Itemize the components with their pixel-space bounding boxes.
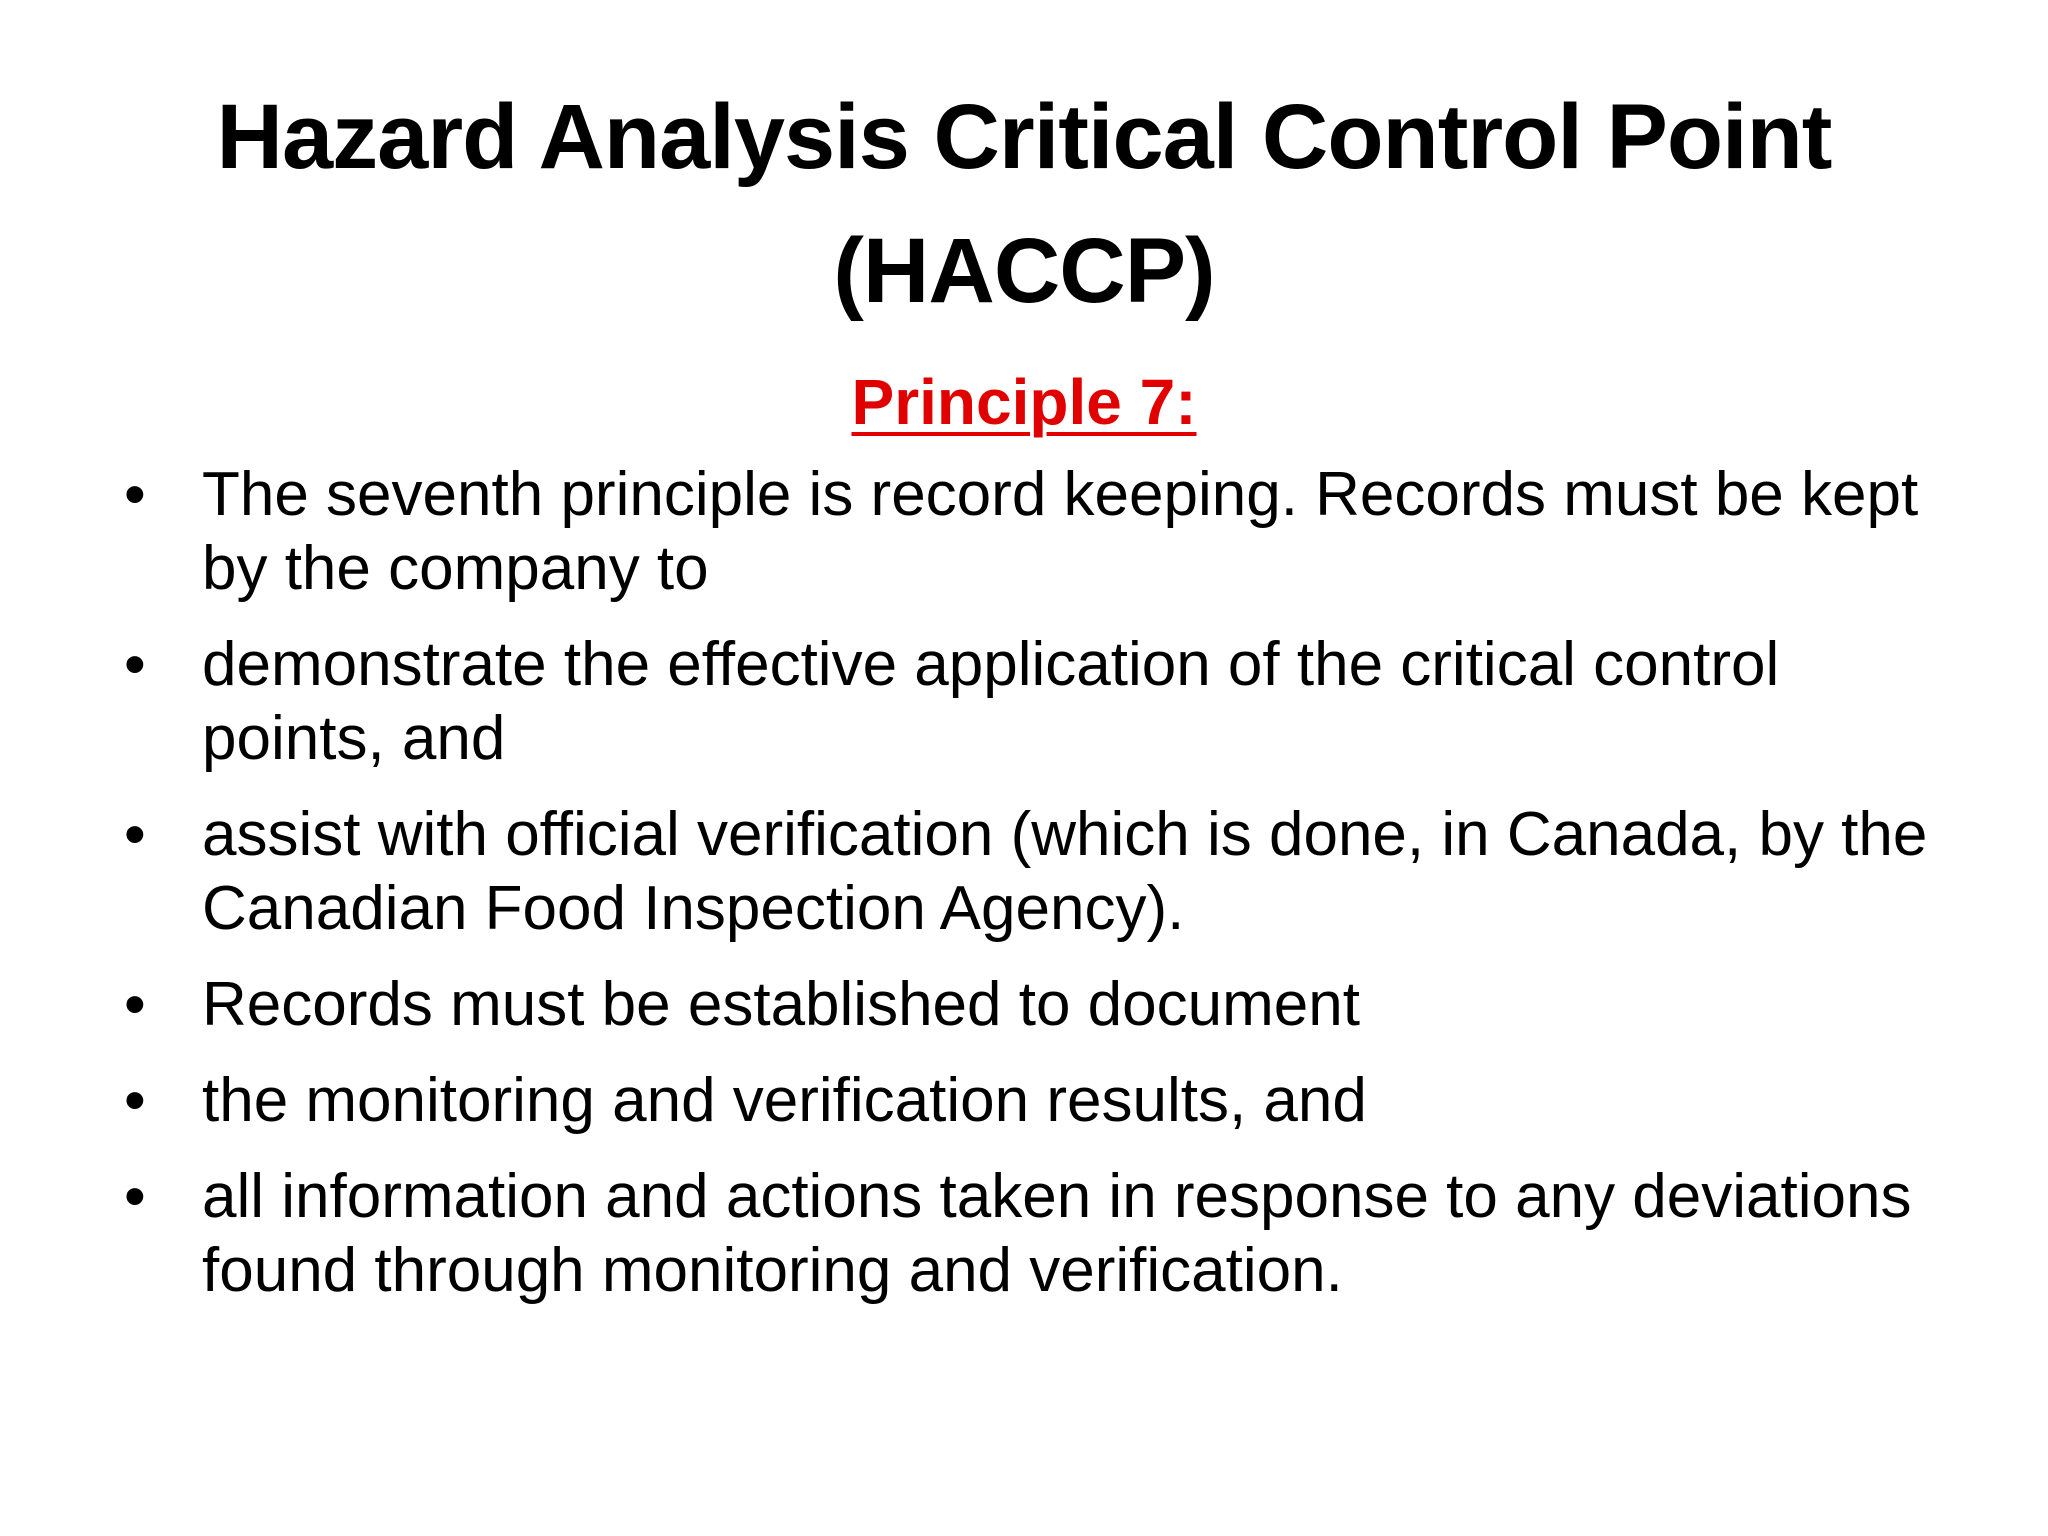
slide-title-line-2: (HACCP)	[833, 220, 1215, 322]
bullet-text: The seventh principle is record keeping. Records must be kept by the company to	[202, 460, 1919, 603]
bullet-list	[120, 458, 1960, 1330]
bullet-text: Records must be established to document	[202, 970, 1360, 1039]
bullet-dot-icon: •	[124, 1162, 146, 1231]
bullet-dot-icon: •	[124, 800, 146, 869]
bullet-item	[120, 968, 1960, 1042]
bullet-item	[120, 1160, 1960, 1308]
bullet-item	[120, 628, 1960, 776]
bullet-dot-icon: •	[124, 460, 146, 529]
bullet-text: the monitoring and verification results, and	[202, 1066, 1367, 1135]
bullet-dot-icon: •	[124, 630, 146, 699]
bullet-item	[120, 1064, 1960, 1138]
principle-heading-text: Principle 7:	[851, 366, 1197, 438]
principle-heading	[0, 362, 2048, 442]
bullet-text: demonstrate the effective application of the critical control points, and	[202, 630, 1780, 773]
slide-title-line-1: Hazard Analysis Critical Control Point	[216, 86, 1832, 188]
slide-title	[80, 70, 1968, 338]
bullet-text: assist with official verification (which is done, in Canada, by the Canadian Food Inspection Agency).	[202, 800, 1928, 943]
bullet-dot-icon: •	[124, 1066, 146, 1135]
bullet-item	[120, 798, 1960, 946]
bullet-item	[120, 458, 1960, 606]
bullet-text: all information and actions taken in response to any deviations found through monitoring and verification.	[202, 1162, 1912, 1305]
bullet-dot-icon: •	[124, 970, 146, 1039]
